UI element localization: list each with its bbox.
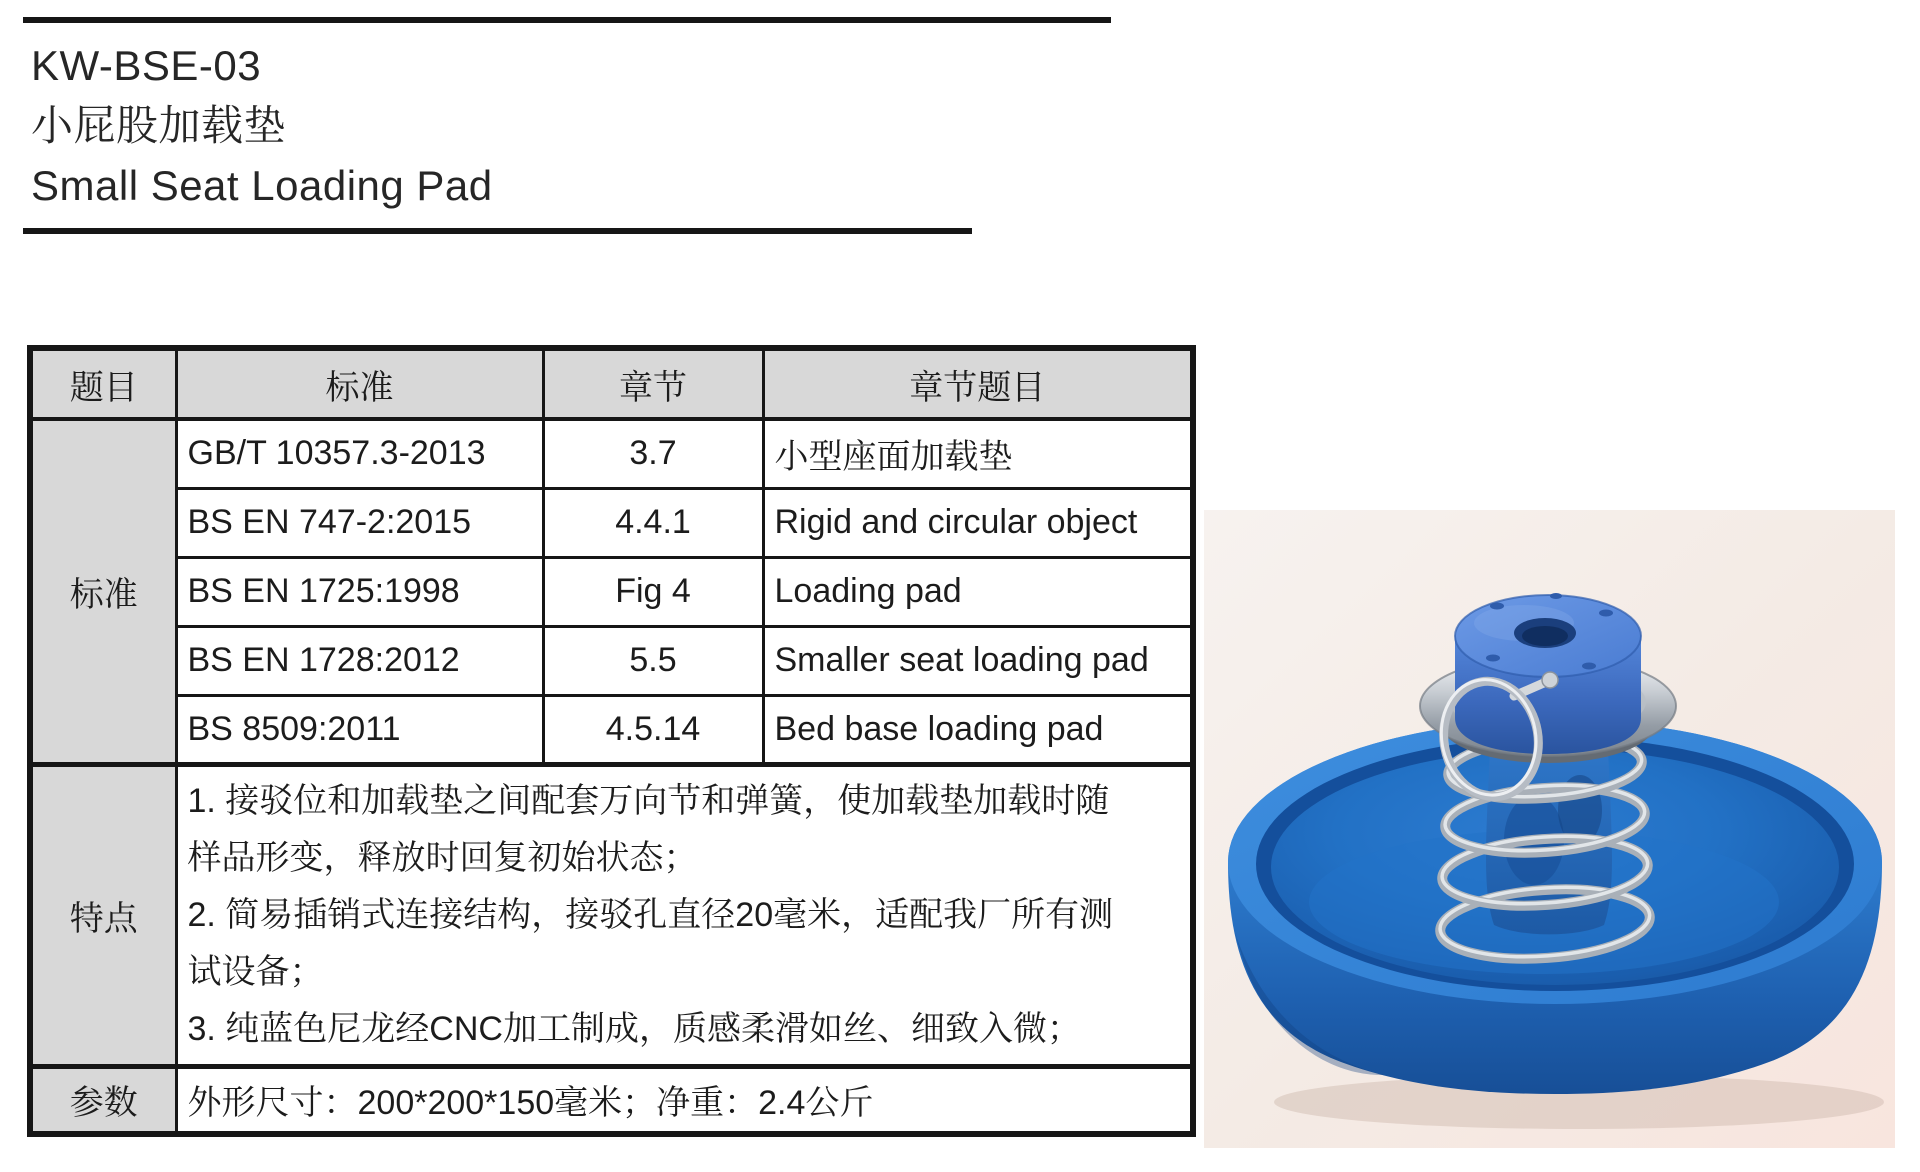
- standard-cell: BS EN 747-2:2015: [176, 488, 543, 557]
- product-model: KW-BSE-03: [31, 42, 262, 89]
- feature-line: 3. 纯蓝色尼龙经CNC加工制成，质感柔滑如丝、细致入微；: [187, 1009, 1081, 1048]
- column-header-section-title: 章节题目: [763, 348, 1193, 419]
- features-cell: [176, 764, 1193, 1066]
- table-row: [30, 557, 1193, 626]
- section-title-cell: Bed base loading pad: [763, 695, 1193, 764]
- top-rule: [23, 17, 1111, 23]
- title-block: [31, 36, 493, 216]
- product-title-en: Small Seat Loading Pad: [31, 162, 493, 209]
- standard-cell: GB/T 10357.3-2013: [176, 419, 543, 488]
- column-header-topic: 题目: [30, 348, 176, 419]
- section-title-cell: Loading pad: [763, 557, 1193, 626]
- feature-line: 1. 接驳位和加载垫之间配套万向节和弹簧，使加载垫加载时随: [187, 781, 1110, 820]
- features-row: [30, 764, 1193, 1066]
- table-row: [30, 488, 1193, 557]
- section-title-cell: 小型座面加载垫: [763, 419, 1193, 488]
- column-header-standard: 标准: [176, 348, 543, 419]
- section-cell: 4.5.14: [543, 695, 763, 764]
- params-label: 参数: [30, 1066, 176, 1134]
- column-header-section: 章节: [543, 348, 763, 419]
- section-cell: 3.7: [543, 419, 763, 488]
- standard-cell: BS 8509:2011: [176, 695, 543, 764]
- table-header-row: [30, 348, 1193, 419]
- title-underline: [23, 228, 972, 234]
- table-row: [30, 626, 1193, 695]
- params-row: [30, 1066, 1193, 1134]
- section-cell: 5.5: [543, 626, 763, 695]
- product-photo: [1204, 510, 1895, 1148]
- table-row: [30, 419, 1193, 488]
- table-row: [30, 695, 1193, 764]
- feature-line: 2. 简易插销式连接结构，接驳孔直径20毫米，适配我厂所有测: [187, 895, 1114, 934]
- standard-cell: BS EN 1728:2012: [176, 626, 543, 695]
- features-label: 特点: [30, 764, 176, 1066]
- standards-group-label: 标准: [30, 419, 176, 764]
- feature-line: 样品形变，释放时回复初始状态；: [187, 838, 698, 877]
- section-cell: Fig 4: [543, 557, 763, 626]
- standard-cell: BS EN 1725:1998: [176, 557, 543, 626]
- section-cell: 4.4.1: [543, 488, 763, 557]
- feature-line: 试设备；: [187, 952, 324, 991]
- params-cell: 外形尺寸：200*200*150毫米；净重：2.4公斤: [176, 1066, 1193, 1134]
- section-title-cell: Rigid and circular object: [763, 488, 1193, 557]
- product-title-zh: 小屁股加载垫: [31, 102, 287, 149]
- spec-table: [27, 345, 1196, 1137]
- loading-pad-illustration: [1204, 510, 1895, 1148]
- section-title-cell: Smaller seat loading pad: [763, 626, 1193, 695]
